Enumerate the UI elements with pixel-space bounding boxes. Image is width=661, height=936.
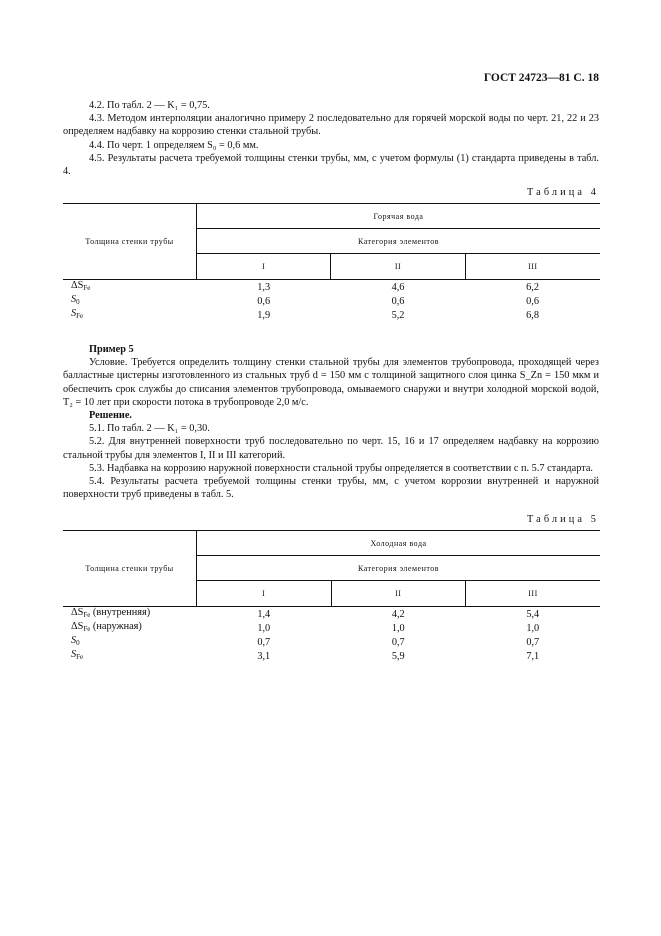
row-label: $S_{Fe}$ (71, 649, 84, 661)
paragraph-5-1: 5.1. По табл. 2 — K₁ = 0,30. (89, 423, 210, 435)
intro-section (63, 99, 599, 178)
table-4-col-1: I (197, 254, 331, 280)
table-row (63, 607, 600, 622)
table-4-group-header: Горячая вода (197, 204, 601, 229)
cell: 6,8 (526, 309, 540, 321)
table-4 (63, 203, 600, 322)
table-5-col-1: I (197, 581, 332, 607)
table-row (63, 308, 600, 322)
paragraph-4-2: 4.2. По табл. 2 — K₁ = 0,75. (89, 100, 210, 111)
row-label: $\Delta S_{Fe}$ (внутренняя) (71, 607, 151, 619)
table-5-caption: Таблица 5 (527, 514, 599, 525)
table-5-group-header: Холодная вода (197, 531, 601, 556)
cell: 0,7 (526, 636, 540, 648)
cell: 1,9 (257, 309, 271, 321)
example-5-section (63, 343, 599, 501)
cell: 3,1 (257, 650, 271, 662)
page-header: ГОСТ 24723—81 С. 18 (483, 72, 599, 84)
solution-title: Решение. (89, 410, 132, 422)
cell: 1,4 (257, 608, 271, 620)
table-row (63, 280, 600, 295)
cell: 4,2 (391, 608, 405, 620)
cell: 0,6 (391, 295, 405, 307)
row-label: $S_0$ (71, 635, 80, 647)
cell: 1,0 (391, 622, 405, 634)
cell: 0,7 (257, 636, 271, 648)
table-row (63, 649, 600, 663)
cell: 5,2 (391, 309, 405, 321)
cell: 1,0 (257, 622, 271, 634)
cell: 1,0 (526, 622, 540, 634)
table-5-col-2: II (331, 581, 466, 607)
row-label: $\Delta S_{Fe}$ (наружная) (71, 621, 142, 633)
table-5-sub-header: Категория элементов (197, 556, 601, 581)
table-4-col-3: III (465, 254, 600, 280)
cell: 0,7 (391, 636, 405, 648)
row-label: $S_{Fe}$ (71, 308, 84, 320)
table-4-row-header: Толщина стенки трубы (63, 204, 197, 280)
row-label: $\Delta S_{Fe}$ (71, 280, 91, 292)
cell: 6,2 (526, 281, 540, 293)
table-4-col-2: II (331, 254, 465, 280)
paragraph-5-4: 5.4. Результаты расчета требуемой толщины стенки трубы, мм, с учетом коррозии внутренней и наружной поверхности труб приведены в табл. 5. (63, 476, 599, 501)
cell: 1,3 (257, 281, 271, 293)
example-5-title: Пример 5 (89, 344, 134, 355)
row-label: $S_0$ (71, 294, 80, 306)
table-5 (63, 530, 600, 663)
table-row (63, 635, 600, 649)
cell: 5,9 (391, 650, 405, 662)
cell: 7,1 (526, 650, 540, 662)
cell: 5,4 (526, 608, 540, 620)
paragraph-4-3: 4.3. Методом интерполяции аналогично примеру 2 последовательно для горячей морской воды по черт. 21, 22 и 23 определяем надбавку на коррозию стенки стальной трубы. (63, 113, 599, 138)
table-4-caption: Таблица 4 (527, 187, 599, 198)
table-5-col-3: III (466, 581, 601, 607)
table-row (63, 621, 600, 635)
cell: 4,6 (391, 281, 405, 293)
table-5-row-header: Толщина стенки трубы (63, 531, 197, 607)
cell: 0,6 (526, 295, 540, 307)
table-row (63, 294, 600, 308)
paragraph-4-4: 4.4. По черт. 1 определяем S₀ = 0,6 мм. (89, 139, 259, 151)
paragraph-5-3: 5.3. Надбавка на коррозию наружной поверхности стальной трубы определяется в соответствии с п. 5.7 стандарта. (89, 462, 593, 474)
paragraph-5-2: 5.2. Для внутренней поверхности труб последовательно по черт. 15, 16 и 17 определяем надбавку на коррозию стальной трубы для элементов I, II и III категорий. (63, 436, 599, 461)
example-5-condition: Условие. Требуется определить толщину стенки стальной трубы для элементов трубопровода, проходящей через балластные цистерны изготовленного из стальных труб d = 150 мм с толщиной защитного слоя цинка S_Zn = 150 мкм и обеспечить срок службы до списания элементов трубопровода, омываемого снаружи и внутри холодной морской водой, T₂ = 10 лет при скорости потока в трубопроводе 2,0 м/с. (63, 357, 599, 408)
table-4-sub-header: Категория элементов (197, 229, 601, 254)
cell: 0,6 (257, 295, 271, 307)
paragraph-4-5: 4.5. Результаты расчета требуемой толщины стенки трубы, мм, с учетом формулы (1) стандарта приведены в табл. 4. (63, 152, 599, 178)
